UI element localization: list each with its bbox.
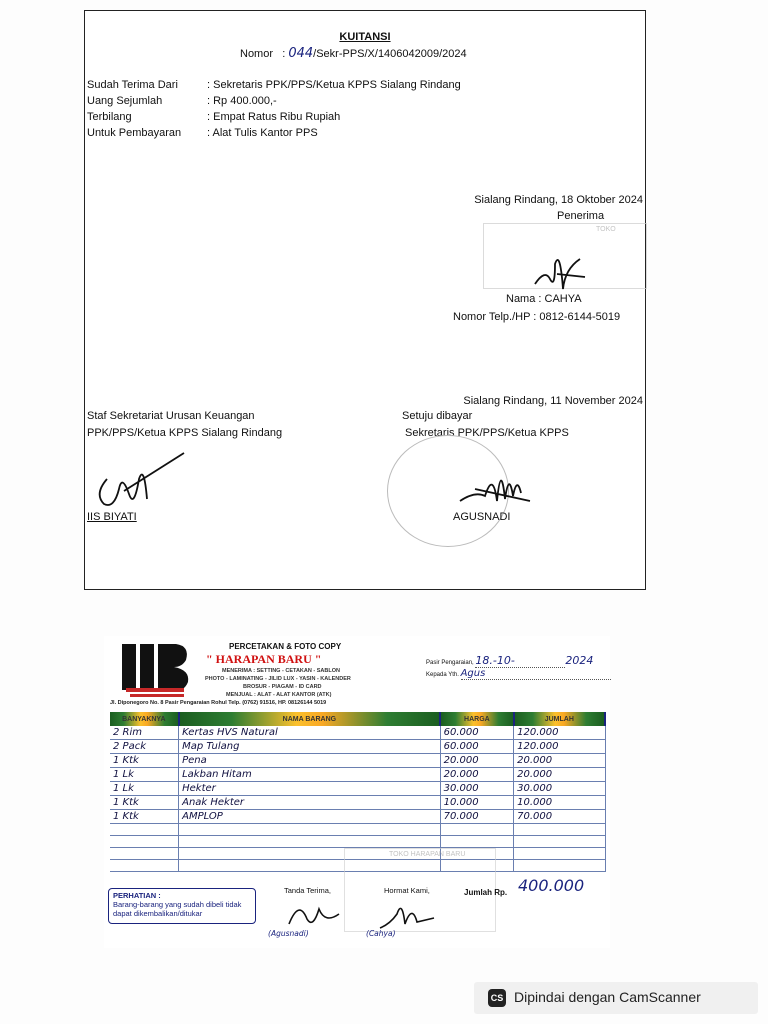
- invoice-header-title: PERCETAKAN & FOTO COPY: [229, 642, 342, 651]
- store-stamp: TOKO: [483, 223, 647, 289]
- left-signer-name: IIS BIYATI: [87, 511, 137, 523]
- table-row: 1 Ktk Pena 20.000 20.000: [110, 754, 605, 768]
- handwritten-number: 044: [288, 46, 314, 61]
- col-price: HARGA: [440, 712, 514, 726]
- camscanner-text: Dipindai dengan CamScanner: [514, 989, 701, 1005]
- approval-date: Sialang Rindang, 11 November 2024: [463, 395, 643, 407]
- store-address: Jl. Diponegoro No. 8 Pasir Pengaraian Rohul Telp. (0762) 91516, HP. 08126144 5019: [110, 700, 327, 706]
- service-line: PHOTO - LAMINATING - JILID LUX - YASIN - KALENDER: [205, 676, 351, 682]
- left-title-2: PPK/PPS/Ketua KPPS Sialang Rindang: [87, 427, 283, 439]
- right-signature: [455, 451, 535, 517]
- store-stamp: TOKO HARAPAN BARU: [344, 848, 496, 932]
- table-row: 1 Ktk Anak Hekter 10.000 10.000: [110, 796, 605, 810]
- received-by-label: Tanda Terima,: [284, 886, 331, 895]
- receipt-row: Untuk Pembayaran : Alat Tulis Kantor PPS: [87, 127, 318, 139]
- regards-label: Hormat Kami,: [384, 886, 430, 895]
- service-line: MENJUAL : ALAT - ALAT KANTOR (ATK): [226, 692, 332, 698]
- recipient-signature: [525, 239, 595, 299]
- left-title-1: Staf Sekretariat Urusan Keuangan: [87, 410, 255, 422]
- store-invoice: [104, 636, 610, 948]
- camscanner-watermark: [474, 982, 758, 1014]
- right-title-1: Setuju dibayar: [402, 410, 473, 422]
- table-row-empty: [110, 824, 605, 836]
- receipt-row: Sudah Terima Dari : Sekretaris PPK/PPS/Ketua KPPS Sialang Rindang: [87, 79, 461, 91]
- receipt-row: Terbilang : Empat Ratus Ribu Rupiah: [87, 111, 341, 123]
- service-line: MENERIMA : SETTING - CETAKAN - SABLON: [222, 668, 340, 674]
- service-line: BROSUR - PIAGAM - ID CARD: [243, 684, 322, 690]
- recipient-label: Penerima: [557, 210, 605, 222]
- sender-name: (Cahya): [366, 929, 396, 938]
- invoice-recipient: Kepada Yth. Agus: [426, 668, 611, 680]
- notice-box: PERHATIAN : Barang-barang yang sudah dibeli tidak dapat dikembalikan/ditukar: [108, 888, 256, 924]
- receiver-name: (Agusnadi): [268, 929, 309, 938]
- table-row: 1 Lk Lakban Hitam 20.000 20.000: [110, 768, 605, 782]
- col-qty: BANYAKNYA: [110, 712, 179, 726]
- receipt-title: KUITANSI: [339, 31, 391, 43]
- table-row: 2 Rim Kertas HVS Natural 60.000 120.000: [110, 726, 605, 740]
- total-label: Jumlah Rp.: [464, 888, 508, 897]
- camscanner-icon: CS: [488, 989, 506, 1007]
- receipt-row: Uang Sejumlah : Rp 400.000,-: [87, 95, 277, 107]
- table-row-empty: [110, 836, 605, 848]
- table-row: 1 Lk Hekter 30.000 30.000: [110, 782, 605, 796]
- invoice-date: Pasir Pengaraian, 18.-10- 2024: [426, 654, 594, 667]
- total-value: 400.000: [518, 876, 585, 895]
- left-signature: [89, 449, 189, 515]
- sender-signature: [372, 894, 442, 934]
- right-signer-name: AGUSNADI: [453, 511, 511, 523]
- recipient-name: Nama : CAHYA: [506, 293, 582, 305]
- receipt-date: Sialang Rindang, 18 Oktober 2024: [474, 194, 643, 206]
- table-row: 2 Pack Map Tulang 60.000 120.000: [110, 740, 605, 754]
- harapan-baru-logo: [118, 640, 192, 700]
- table-row: 1 Ktk AMPLOP 70.000 70.000: [110, 810, 605, 824]
- right-title-2: Sekretaris PPK/PPS/Ketua KPPS: [405, 427, 569, 439]
- store-brand-name: " HARAPAN BARU ": [206, 652, 322, 666]
- receiver-signature: [279, 894, 349, 934]
- recipient-phone: Nomor Telp./HP : 0812-6144-5019: [453, 311, 621, 323]
- receipt-kuitansi: [84, 10, 646, 590]
- receipt-number: Nomor : 044/Sekr-PPS/X/1406042009/2024: [240, 46, 467, 61]
- col-total: JUMLAH: [514, 712, 605, 726]
- col-item-name: NAMA BARANG: [179, 712, 441, 726]
